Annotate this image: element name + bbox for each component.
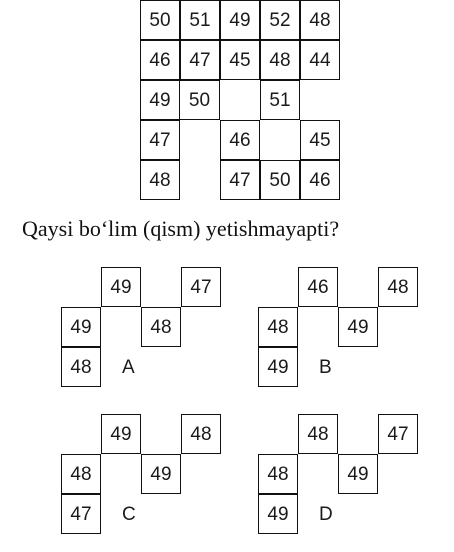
grid-cell: 50: [180, 80, 220, 120]
grid-cell: 52: [260, 0, 300, 40]
option-cell: 49: [61, 307, 101, 347]
grid-cell: 47: [140, 120, 180, 160]
option-cell: 47: [378, 414, 418, 454]
option-cell: 49: [101, 267, 141, 307]
grid-cell: 49: [220, 0, 260, 40]
grid-cell-missing: [300, 80, 340, 120]
option-cell: 48: [298, 414, 338, 454]
grid-cell: 48: [260, 40, 300, 80]
grid-cell-missing: [180, 160, 220, 200]
option-cell: 49: [338, 307, 378, 347]
option-cell: 48: [258, 454, 298, 494]
option-cell: 48: [141, 307, 181, 347]
grid-cell: 46: [300, 160, 340, 200]
option-cell: 47: [61, 494, 101, 534]
grid-cell: 45: [300, 120, 340, 160]
option-label: B: [319, 356, 332, 378]
option-label: C: [122, 503, 136, 525]
option-cell: 49: [258, 347, 298, 387]
grid-cell: 47: [220, 160, 260, 200]
option-cell: 49: [258, 494, 298, 534]
grid-cell-missing: [260, 120, 300, 160]
option-cell: 48: [378, 267, 418, 307]
grid-cell: 45: [220, 40, 260, 80]
option-cell: 49: [338, 454, 378, 494]
grid-cell: 48: [140, 160, 180, 200]
option-cell: 48: [61, 347, 101, 387]
grid-cell: 49: [140, 80, 180, 120]
option-cell: 48: [181, 414, 221, 454]
grid-cell-missing: [220, 80, 260, 120]
grid-cell: 50: [260, 160, 300, 200]
option-cell: 47: [181, 267, 221, 307]
grid-cell: 51: [180, 0, 220, 40]
option-cell: 49: [101, 414, 141, 454]
grid-cell-missing: [180, 120, 220, 160]
grid-cell: 46: [140, 40, 180, 80]
option-cell: 49: [141, 454, 181, 494]
option-label: A: [122, 356, 135, 378]
grid-cell: 51: [260, 80, 300, 120]
option-cell: 48: [61, 454, 101, 494]
grid-cell: 46: [220, 120, 260, 160]
grid-cell: 48: [300, 0, 340, 40]
option-cell: 48: [258, 307, 298, 347]
option-cell: 46: [298, 267, 338, 307]
grid-cell: 47: [180, 40, 220, 80]
question-text: Qaysi bo‘lim (qism) yetishmayapti?: [22, 216, 340, 241]
option-label: D: [319, 503, 333, 525]
grid-cell: 50: [140, 0, 180, 40]
grid-cell: 44: [300, 40, 340, 80]
